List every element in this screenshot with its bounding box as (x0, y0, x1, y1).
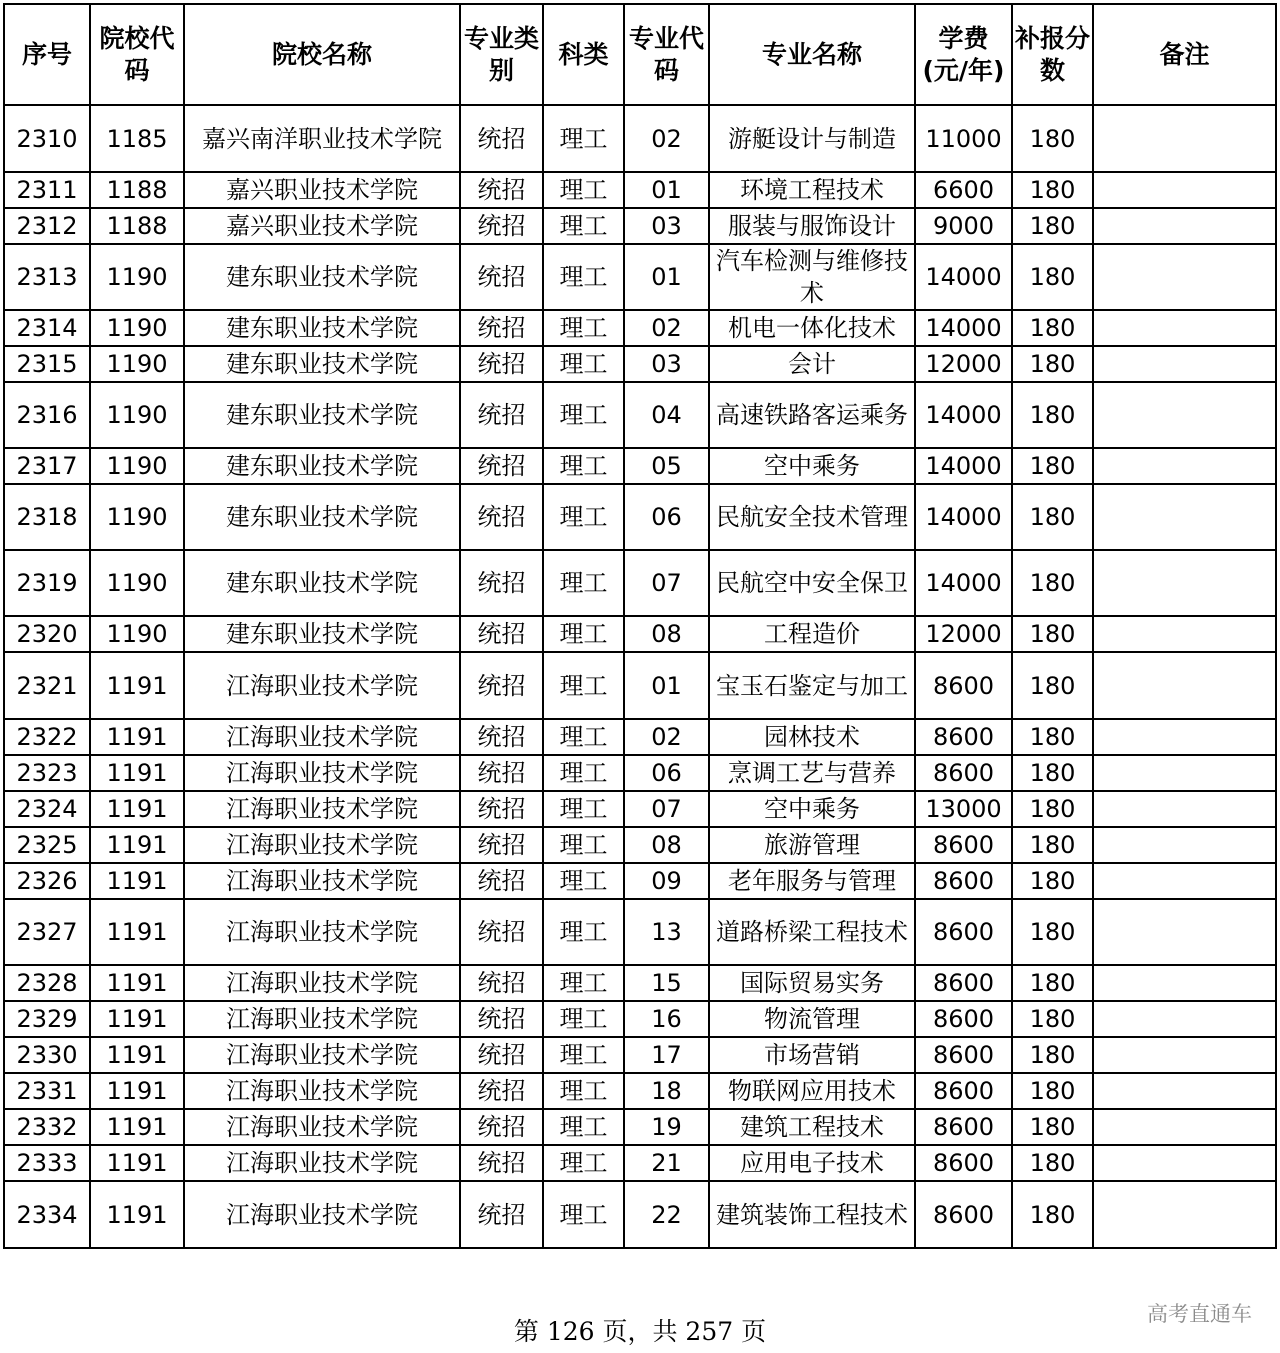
table-cell (1093, 1037, 1276, 1073)
table-cell: 180 (1012, 616, 1093, 652)
table-cell (1093, 899, 1276, 965)
table-cell: 江海职业技术学院 (184, 1001, 460, 1037)
table-cell: 180 (1012, 1001, 1093, 1037)
table-cell: 01 (624, 244, 709, 310)
table-cell: 180 (1012, 899, 1093, 965)
table-cell (1093, 965, 1276, 1001)
table-cell (1093, 244, 1276, 310)
table-row (4, 208, 1276, 244)
table-cell: 180 (1012, 448, 1093, 484)
table-row (4, 965, 1276, 1001)
table-cell: 江海职业技术学院 (184, 899, 460, 965)
table-cell: 统招 (460, 382, 543, 448)
table-cell: 嘉兴南洋职业技术学院 (184, 105, 460, 172)
table-cell: 2324 (4, 791, 90, 827)
table-row (4, 1109, 1276, 1145)
table-cell: 14000 (915, 448, 1012, 484)
table-cell: 江海职业技术学院 (184, 755, 460, 791)
table-cell: 08 (624, 616, 709, 652)
table-cell: 1188 (90, 208, 184, 244)
table-cell (1093, 172, 1276, 208)
table-cell: 180 (1012, 755, 1093, 791)
table-cell: 统招 (460, 1037, 543, 1073)
table-cell: 民航空中安全保卫 (709, 550, 915, 616)
table-cell: 180 (1012, 719, 1093, 755)
table-cell: 1191 (90, 755, 184, 791)
table-cell: 统招 (460, 1001, 543, 1037)
table-body (4, 105, 1276, 1248)
watermark: 高考直通车 (1147, 1302, 1252, 1326)
table-cell: 理工 (543, 1109, 624, 1145)
table-cell: 2325 (4, 827, 90, 863)
table-cell: 统招 (460, 1073, 543, 1109)
table-cell: 建东职业技术学院 (184, 310, 460, 346)
table-cell: 180 (1012, 1109, 1093, 1145)
table-cell: 16 (624, 1001, 709, 1037)
table-cell: 21 (624, 1145, 709, 1181)
table-cell: 14000 (915, 310, 1012, 346)
table-cell: 空中乘务 (709, 448, 915, 484)
table-cell: 8600 (915, 1109, 1012, 1145)
table-cell: 9000 (915, 208, 1012, 244)
table-cell: 2311 (4, 172, 90, 208)
table-cell: 应用电子技术 (709, 1145, 915, 1181)
table-cell: 烹调工艺与营养 (709, 755, 915, 791)
table-cell: 1188 (90, 172, 184, 208)
header-cell: 序号 (4, 4, 90, 105)
table-row (4, 827, 1276, 863)
table-cell: 1191 (90, 791, 184, 827)
table-row (4, 172, 1276, 208)
table-cell: 11000 (915, 105, 1012, 172)
table-cell: 05 (624, 448, 709, 484)
table-cell: 1191 (90, 719, 184, 755)
table-cell: 江海职业技术学院 (184, 1037, 460, 1073)
table-cell: 理工 (543, 208, 624, 244)
table-cell (1093, 208, 1276, 244)
table-cell: 180 (1012, 1145, 1093, 1181)
table-cell: 国际贸易实务 (709, 965, 915, 1001)
table-cell: 18 (624, 1073, 709, 1109)
table-cell: 8600 (915, 1073, 1012, 1109)
table-cell: 理工 (543, 863, 624, 899)
table-cell: 1190 (90, 244, 184, 310)
header-cell: 院校名称 (184, 4, 460, 105)
table-cell: 180 (1012, 346, 1093, 382)
table-row (4, 310, 1276, 346)
table-cell: 统招 (460, 965, 543, 1001)
table-cell (1093, 448, 1276, 484)
table-cell (1093, 652, 1276, 719)
table-cell: 180 (1012, 208, 1093, 244)
table-cell: 180 (1012, 863, 1093, 899)
table-cell: 8600 (915, 1181, 1012, 1248)
table-cell: 22 (624, 1181, 709, 1248)
table-cell: 1191 (90, 1109, 184, 1145)
table-cell: 8600 (915, 1037, 1012, 1073)
table-cell: 180 (1012, 791, 1093, 827)
table-row (4, 448, 1276, 484)
table-cell: 8600 (915, 652, 1012, 719)
table-cell: 道路桥梁工程技术 (709, 899, 915, 965)
table-cell: 建筑工程技术 (709, 1109, 915, 1145)
table-cell: 统招 (460, 484, 543, 550)
table-cell: 2333 (4, 1145, 90, 1181)
table-cell: 会计 (709, 346, 915, 382)
table-cell: 180 (1012, 105, 1093, 172)
header-row (4, 4, 1276, 105)
table-cell: 统招 (460, 1145, 543, 1181)
table-cell: 嘉兴职业技术学院 (184, 208, 460, 244)
table-cell: 理工 (543, 550, 624, 616)
table-cell: 理工 (543, 791, 624, 827)
table-cell: 江海职业技术学院 (184, 827, 460, 863)
table-cell: 江海职业技术学院 (184, 719, 460, 755)
table-cell: 1190 (90, 310, 184, 346)
table-cell: 理工 (543, 1037, 624, 1073)
table-cell: 8600 (915, 1145, 1012, 1181)
table-cell: 统招 (460, 863, 543, 899)
table-cell: 建筑装饰工程技术 (709, 1181, 915, 1248)
table-cell: 180 (1012, 172, 1093, 208)
table-cell: 03 (624, 346, 709, 382)
table-cell: 2318 (4, 484, 90, 550)
table-cell: 1191 (90, 899, 184, 965)
table-cell: 180 (1012, 382, 1093, 448)
table-cell: 17 (624, 1037, 709, 1073)
table-cell: 06 (624, 484, 709, 550)
table-cell: 建东职业技术学院 (184, 382, 460, 448)
table-cell: 1191 (90, 1181, 184, 1248)
table-cell: 2317 (4, 448, 90, 484)
table-cell (1093, 719, 1276, 755)
table-cell (1093, 616, 1276, 652)
table-cell: 180 (1012, 652, 1093, 719)
table-cell: 统招 (460, 1181, 543, 1248)
table-cell: 建东职业技术学院 (184, 616, 460, 652)
table-cell: 1190 (90, 616, 184, 652)
table-cell: 物联网应用技术 (709, 1073, 915, 1109)
table-cell (1093, 863, 1276, 899)
table-cell: 物流管理 (709, 1001, 915, 1037)
table-cell: 统招 (460, 616, 543, 652)
table-row (4, 652, 1276, 719)
table-cell: 统招 (460, 791, 543, 827)
table-cell: 民航安全技术管理 (709, 484, 915, 550)
table-cell: 1191 (90, 1037, 184, 1073)
table-cell: 2332 (4, 1109, 90, 1145)
table-cell: 1191 (90, 652, 184, 719)
table-cell: 统招 (460, 172, 543, 208)
table-cell: 07 (624, 550, 709, 616)
table-cell: 园林技术 (709, 719, 915, 755)
table-cell: 1191 (90, 1073, 184, 1109)
admissions-table (3, 3, 1277, 1249)
table-cell (1093, 1145, 1276, 1181)
table-cell: 2331 (4, 1073, 90, 1109)
table-cell: 1191 (90, 1145, 184, 1181)
header-cell: 学费(元/年) (915, 4, 1012, 105)
header-cell: 补报分数 (1012, 4, 1093, 105)
table-cell: 14000 (915, 382, 1012, 448)
table-cell: 2329 (4, 1001, 90, 1037)
table-cell: 建东职业技术学院 (184, 244, 460, 310)
table-cell: 8600 (915, 827, 1012, 863)
table-cell: 180 (1012, 1181, 1093, 1248)
table-cell: 1190 (90, 484, 184, 550)
table-cell: 8600 (915, 899, 1012, 965)
table-cell: 12000 (915, 616, 1012, 652)
table-cell (1093, 310, 1276, 346)
table-cell: 03 (624, 208, 709, 244)
table-cell: 理工 (543, 965, 624, 1001)
table-cell: 8600 (915, 719, 1012, 755)
table-cell: 理工 (543, 1001, 624, 1037)
table-cell: 建东职业技术学院 (184, 448, 460, 484)
table-cell: 江海职业技术学院 (184, 652, 460, 719)
table-cell: 2315 (4, 346, 90, 382)
table-cell (1093, 827, 1276, 863)
header-cell: 专业类别 (460, 4, 543, 105)
table-cell: 理工 (543, 755, 624, 791)
table-cell: 江海职业技术学院 (184, 1109, 460, 1145)
table-cell: 180 (1012, 827, 1093, 863)
table-cell: 2310 (4, 105, 90, 172)
table-cell: 1190 (90, 448, 184, 484)
table-cell: 06 (624, 755, 709, 791)
table-cell: 市场营销 (709, 1037, 915, 1073)
table-cell: 2330 (4, 1037, 90, 1073)
table-cell: 2327 (4, 899, 90, 965)
table-cell: 1191 (90, 827, 184, 863)
table-cell: 统招 (460, 208, 543, 244)
table-row (4, 382, 1276, 448)
table-cell: 机电一体化技术 (709, 310, 915, 346)
table-cell: 2328 (4, 965, 90, 1001)
header-cell: 专业代码 (624, 4, 709, 105)
table-cell: 1190 (90, 382, 184, 448)
table-cell (1093, 1181, 1276, 1248)
table-row (4, 105, 1276, 172)
table-cell: 统招 (460, 346, 543, 382)
table-cell: 180 (1012, 244, 1093, 310)
table-cell: 180 (1012, 965, 1093, 1001)
table-cell: 2316 (4, 382, 90, 448)
table-cell: 01 (624, 172, 709, 208)
table-cell: 老年服务与管理 (709, 863, 915, 899)
table-row (4, 1001, 1276, 1037)
header-cell: 专业名称 (709, 4, 915, 105)
table-cell: 建东职业技术学院 (184, 550, 460, 616)
table-cell: 13000 (915, 791, 1012, 827)
table-cell: 理工 (543, 616, 624, 652)
table-row (4, 899, 1276, 965)
table-cell: 2323 (4, 755, 90, 791)
table-cell: 理工 (543, 899, 624, 965)
table-cell: 14000 (915, 244, 1012, 310)
table-cell: 02 (624, 105, 709, 172)
table-cell: 高速铁路客运乘务 (709, 382, 915, 448)
table-row (4, 550, 1276, 616)
table-cell: 1191 (90, 1001, 184, 1037)
table-cell: 2321 (4, 652, 90, 719)
table-row (4, 719, 1276, 755)
table-cell: 理工 (543, 105, 624, 172)
table-cell (1093, 105, 1276, 172)
table-cell: 服装与服饰设计 (709, 208, 915, 244)
table-cell: 统招 (460, 719, 543, 755)
table-cell: 工程造价 (709, 616, 915, 652)
table-cell: 统招 (460, 1109, 543, 1145)
table-cell (1093, 755, 1276, 791)
table-cell: 8600 (915, 863, 1012, 899)
table-cell: 理工 (543, 1145, 624, 1181)
table-cell: 2319 (4, 550, 90, 616)
table-cell: 理工 (543, 310, 624, 346)
table-cell: 理工 (543, 346, 624, 382)
table-cell (1093, 791, 1276, 827)
table-cell: 8600 (915, 1001, 1012, 1037)
table-cell: 统招 (460, 448, 543, 484)
table-cell: 统招 (460, 310, 543, 346)
table-cell: 14000 (915, 484, 1012, 550)
table-cell (1093, 550, 1276, 616)
table-cell: 180 (1012, 1037, 1093, 1073)
table-cell: 江海职业技术学院 (184, 791, 460, 827)
table-cell: 空中乘务 (709, 791, 915, 827)
table-cell: 统招 (460, 550, 543, 616)
table-cell: 1190 (90, 346, 184, 382)
table-cell: 2334 (4, 1181, 90, 1248)
table-cell: 江海职业技术学院 (184, 1145, 460, 1181)
table-cell: 江海职业技术学院 (184, 965, 460, 1001)
table-row (4, 346, 1276, 382)
table-cell: 12000 (915, 346, 1012, 382)
table-cell: 6600 (915, 172, 1012, 208)
table-cell: 统招 (460, 755, 543, 791)
table-cell: 19 (624, 1109, 709, 1145)
table-cell: 统招 (460, 105, 543, 172)
table-cell (1093, 1109, 1276, 1145)
table-cell: 2326 (4, 863, 90, 899)
table-cell (1093, 484, 1276, 550)
table-cell: 180 (1012, 310, 1093, 346)
table-row (4, 484, 1276, 550)
table-cell: 宝玉石鉴定与加工 (709, 652, 915, 719)
table-cell: 理工 (543, 1181, 624, 1248)
table-cell: 08 (624, 827, 709, 863)
table-cell: 07 (624, 791, 709, 827)
table-cell: 汽车检测与维修技术 (709, 244, 915, 310)
table-cell: 2312 (4, 208, 90, 244)
table-cell: 统招 (460, 652, 543, 719)
table-cell: 理工 (543, 244, 624, 310)
table-cell: 15 (624, 965, 709, 1001)
table-cell: 2320 (4, 616, 90, 652)
table-row (4, 244, 1276, 310)
table-cell: 2314 (4, 310, 90, 346)
table-cell: 180 (1012, 1073, 1093, 1109)
table-row (4, 1073, 1276, 1109)
table-cell: 02 (624, 719, 709, 755)
table-cell: 理工 (543, 1073, 624, 1109)
table-cell: 180 (1012, 484, 1093, 550)
table-cell: 旅游管理 (709, 827, 915, 863)
table-cell: 180 (1012, 550, 1093, 616)
table-cell: 理工 (543, 448, 624, 484)
table-cell: 建东职业技术学院 (184, 346, 460, 382)
table-cell: 嘉兴职业技术学院 (184, 172, 460, 208)
table-cell: 14000 (915, 550, 1012, 616)
table-cell: 江海职业技术学院 (184, 1181, 460, 1248)
table-cell: 理工 (543, 719, 624, 755)
table-cell (1093, 346, 1276, 382)
table-cell: 13 (624, 899, 709, 965)
table-cell: 1190 (90, 550, 184, 616)
table-cell: 2313 (4, 244, 90, 310)
table-row (4, 1145, 1276, 1181)
table-cell: 江海职业技术学院 (184, 863, 460, 899)
table-cell: 1185 (90, 105, 184, 172)
table-cell: 理工 (543, 827, 624, 863)
table-cell: 游艇设计与制造 (709, 105, 915, 172)
table-cell: 8600 (915, 755, 1012, 791)
table-cell: 江海职业技术学院 (184, 1073, 460, 1109)
table-row (4, 791, 1276, 827)
table-cell: 1191 (90, 965, 184, 1001)
page-number: 第 126 页，共 257 页 (513, 1317, 767, 1346)
table-cell: 统招 (460, 827, 543, 863)
header-cell: 院校代码 (90, 4, 184, 105)
table-cell: 2322 (4, 719, 90, 755)
table-row (4, 863, 1276, 899)
table-row (4, 616, 1276, 652)
table-cell: 理工 (543, 652, 624, 719)
table-row (4, 755, 1276, 791)
table-cell: 统招 (460, 244, 543, 310)
table-cell: 建东职业技术学院 (184, 484, 460, 550)
table-cell: 理工 (543, 382, 624, 448)
table-cell: 1191 (90, 863, 184, 899)
table-cell: 理工 (543, 484, 624, 550)
table-cell (1093, 382, 1276, 448)
header-cell: 备注 (1093, 4, 1276, 105)
table-cell (1093, 1073, 1276, 1109)
table-cell: 04 (624, 382, 709, 448)
table-cell: 01 (624, 652, 709, 719)
table-row (4, 1181, 1276, 1248)
table-cell: 统招 (460, 899, 543, 965)
table-cell (1093, 1001, 1276, 1037)
header-cell: 科类 (543, 4, 624, 105)
table-cell: 环境工程技术 (709, 172, 915, 208)
table-row (4, 1037, 1276, 1073)
table-cell: 8600 (915, 965, 1012, 1001)
table-cell: 02 (624, 310, 709, 346)
table-cell: 理工 (543, 172, 624, 208)
table-cell: 09 (624, 863, 709, 899)
